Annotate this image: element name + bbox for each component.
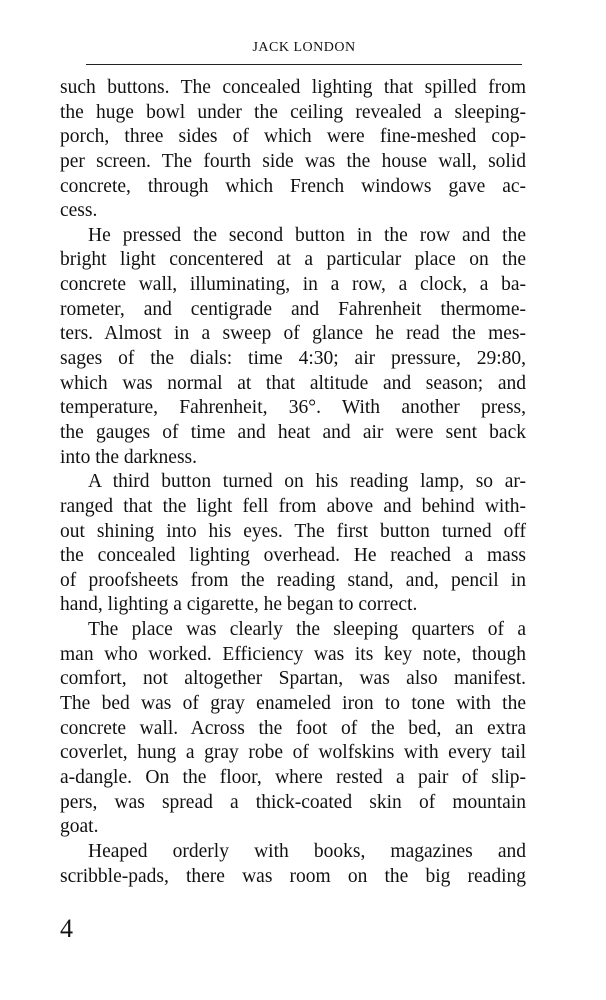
text-line: goat. [60, 816, 99, 838]
text-line: temperature, Fahrenheit, 36°. With another press, [60, 397, 526, 419]
text-line: The place was clearly the sleeping quarters of a [88, 619, 526, 641]
text-line: coverlet, hung a gray robe of wolfskins with every tail [60, 742, 526, 764]
text-line: of proofsheets from the reading stand, and, pencil in [60, 569, 526, 591]
text-line: pers, was spread a thick-coated skin of mountain [60, 791, 526, 813]
text-line: cess. [60, 200, 98, 222]
text-line: concrete wall, illuminating, in a row, a clock, a ba- [60, 274, 526, 296]
text-line: He pressed the second button in the row and the [88, 224, 526, 246]
text-line: bright light concentered at a particular place on the [60, 249, 526, 271]
text-line: a-dangle. On the floor, where rested a pair of slip- [60, 766, 526, 788]
header-rule [86, 64, 522, 65]
body-text [60, 76, 526, 889]
text-line: the huge bowl under the ceiling revealed a sleeping- [60, 101, 526, 123]
text-line: scribble-pads, there was room on the big reading [60, 865, 526, 887]
text-line: concrete, through which French windows gave ac- [60, 175, 526, 197]
text-line: man who worked. Efficiency was its key note, though [60, 643, 526, 665]
text-line: hand, lighting a cigarette, he began to correct. [60, 594, 418, 616]
text-line: The bed was of gray enameled iron to tone with the [60, 693, 526, 715]
text-line: ters. Almost in a sweep of glance he read the mes- [60, 323, 526, 345]
running-head: JACK LONDON [252, 40, 356, 55]
text-line: into the darkness. [60, 446, 198, 468]
text-line: concrete wall. Across the foot of the bed, an extra [60, 717, 526, 739]
text-line: comfort, not altogether Spartan, was also manifest. [60, 668, 526, 690]
text-line: Heaped orderly with books, magazines and [88, 840, 526, 862]
text-line: per screen. The fourth side was the house wall, solid [60, 150, 526, 172]
text-line: A third button turned on his reading lamp, so ar- [88, 471, 526, 493]
text-line: sages of the dials: time 4:30; air pressure, 29:80, [60, 348, 526, 370]
text-line: such buttons. The concealed lighting that spilled from [60, 77, 526, 98]
text-line: the concealed lighting overhead. He reached a mass [60, 545, 526, 567]
text-line: which was normal at that altitude and season; and [60, 372, 526, 394]
text-line: ranged that the light fell from above and behind with- [60, 495, 526, 517]
text-line: out shining into his eyes. The first button turned off [60, 520, 526, 542]
text-line: the gauges of time and heat and air were sent back [60, 421, 526, 443]
text-line: porch, three sides of which were fine-meshed cop- [60, 126, 526, 148]
text-line: rometer, and centigrade and Fahrenheit thermome- [60, 298, 526, 320]
page-number: 4 [60, 914, 73, 943]
